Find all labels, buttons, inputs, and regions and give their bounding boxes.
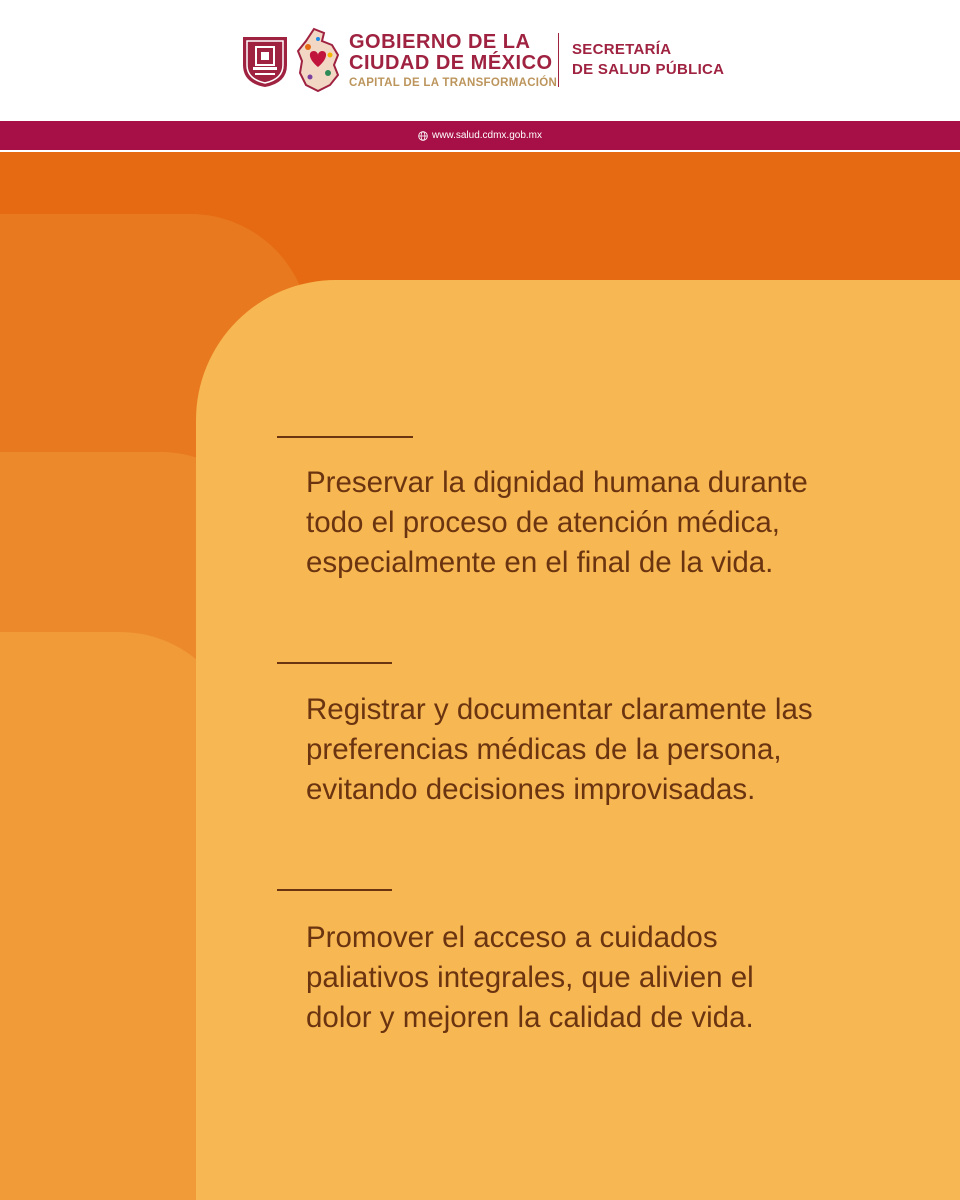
divider-rule — [277, 662, 392, 664]
logo-title-line-2: CIUDAD DE MÉXICO — [349, 52, 553, 74]
main-graphic — [0, 152, 960, 1200]
header — [0, 0, 960, 120]
cdmx-heart-emblem-icon — [294, 27, 342, 93]
url-band — [0, 121, 960, 150]
point-1: Preservar la dignidad humana durante todo el proceso de atención médica, especialmente en el final de la vida. — [306, 466, 808, 579]
logo-tagline: CAPITAL DE LA TRANSFORMACIÓN — [349, 77, 558, 89]
point-2: Registrar y documentar claramente las preferencias médicas de la persona, evitando decisiones improvisadas. — [306, 693, 813, 806]
cdmx-shield-icon — [241, 35, 289, 89]
url-wrap — [0, 121, 960, 150]
globe-icon — [418, 131, 428, 141]
divider-rule — [277, 436, 413, 438]
secretaria-line-1: SECRETARÍA — [572, 41, 672, 58]
header-divider — [558, 33, 559, 87]
website-url[interactable]: www.salud.cdmx.gob.mx — [431, 130, 543, 141]
divider-rule — [277, 889, 392, 891]
logo-title-line-1: GOBIERNO DE LA — [349, 31, 531, 53]
point-3: Promover el acceso a cuidados paliativos integrales, que alivien el dolor y mejoren la calidad de vida. — [306, 921, 754, 1034]
secretaria-line-2: DE SALUD PÚBLICA — [572, 61, 725, 78]
